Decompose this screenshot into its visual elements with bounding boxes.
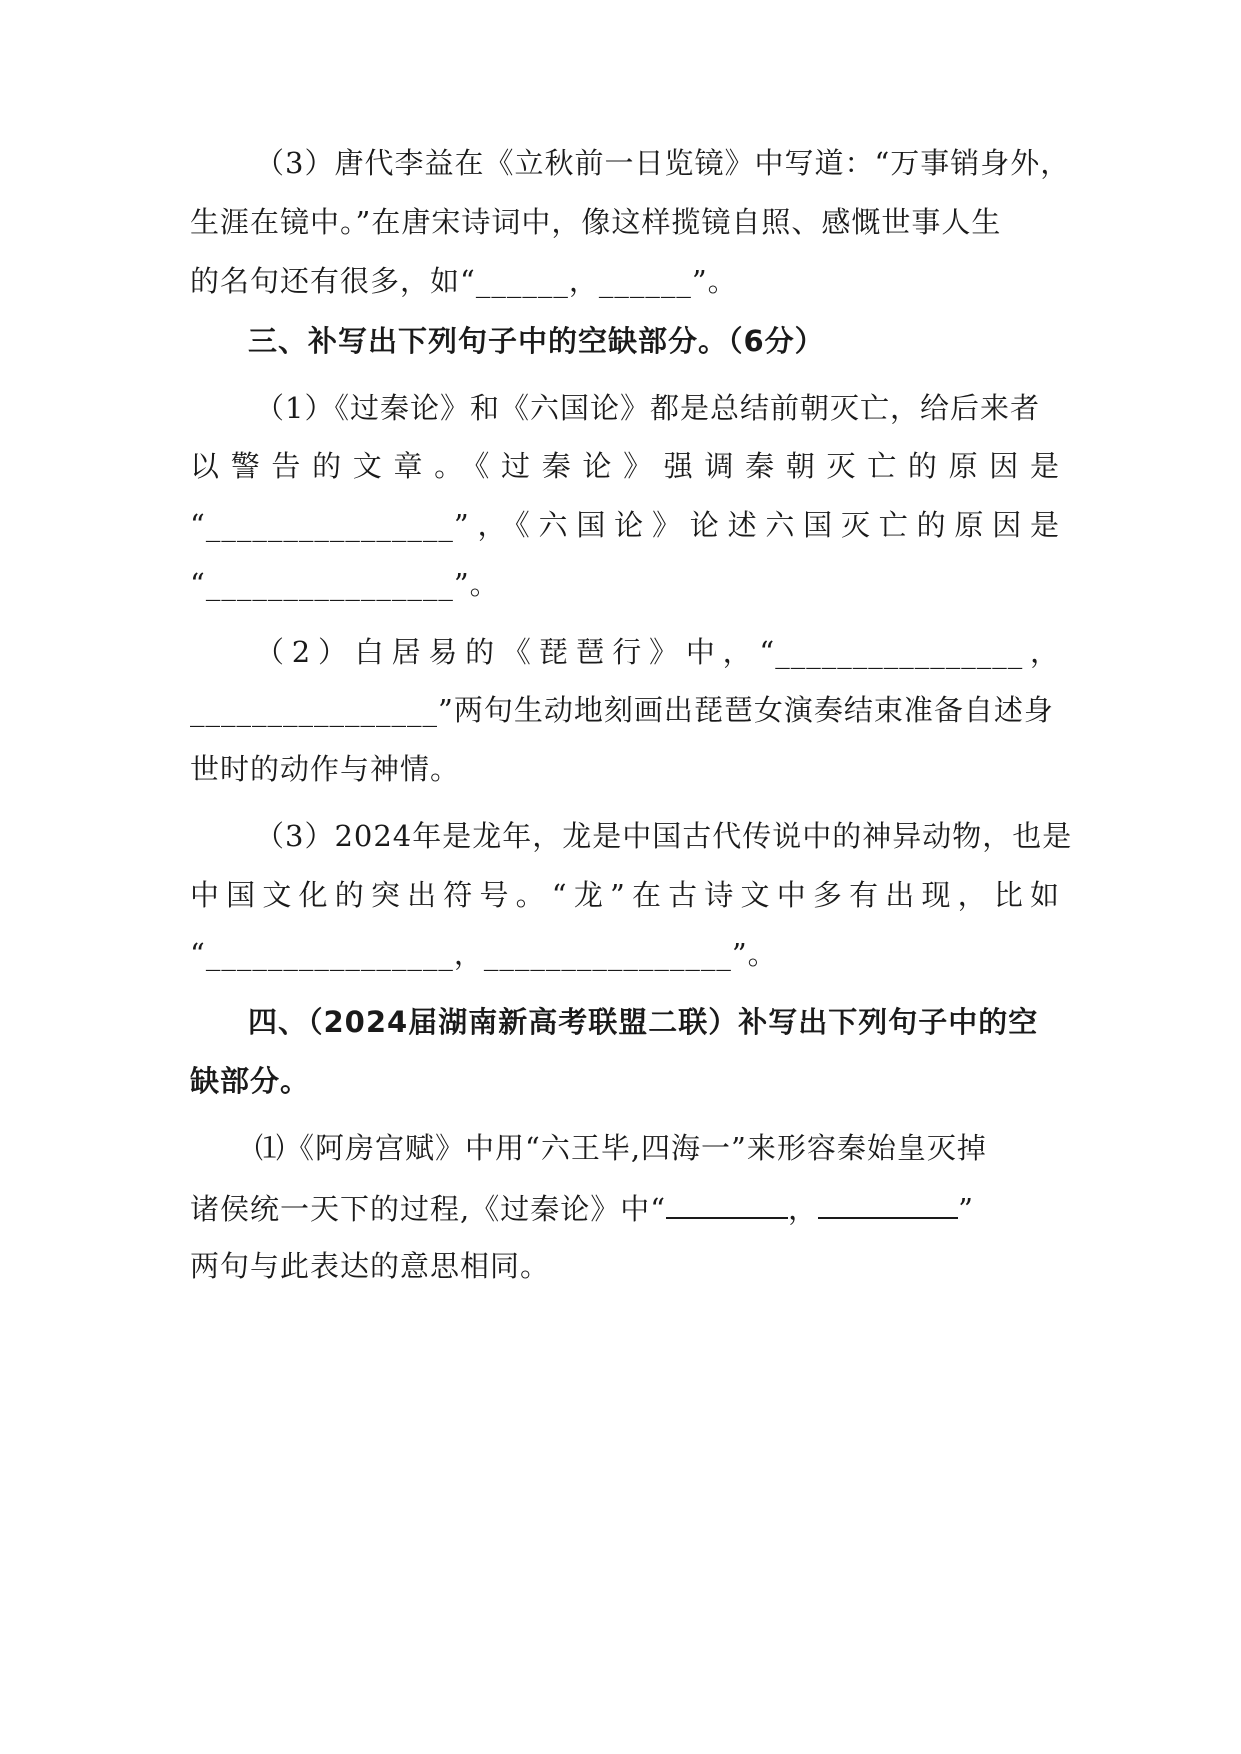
s4-q1-line2-text: 诸侯统一天下的过程,《过秦论》中“ xyxy=(190,1192,667,1226)
s4-q1-line2-separator: ， xyxy=(788,1192,819,1226)
s2-q3-line3: 的名句还有很多，如“______，______”。 xyxy=(190,264,738,298)
s3-q2-line3: 世时的动作与神情。 xyxy=(190,752,461,786)
s2-q3-line1: （3）唐代李益在《立秋前一日览镜》中写道：“万事销身外， xyxy=(255,146,1071,180)
s4-q1-line3: 两句与此表达的意思相同。 xyxy=(190,1249,551,1283)
s2-q3-line2: 生涯在镜中。”在唐宋诗词中，像这样揽镜自照、感慨世事人生 xyxy=(190,205,1002,239)
s3-q1-line2: 以警告的文章。《过秦论》强调秦朝灭亡的原因是 xyxy=(190,449,1060,483)
s4-q1-line1: ⑴《阿房宫赋》中用“六王毕,四海一”来形容秦始皇灭掉 xyxy=(255,1131,987,1165)
s3-q3-line3: “________________，________________”。 xyxy=(190,937,778,971)
s3-q1-line4: “________________”。 xyxy=(190,567,500,601)
s3-q2-line1: （2）白居易的《琵琶行》中，“________________， xyxy=(255,635,1060,669)
s3-q1-line1: （1）《过秦论》和《六国论》都是总结前朝灭亡，给后来者 xyxy=(255,391,1040,425)
section4-heading-line1: 四、（2024届湖南新高考联盟二联）补写出下列句子中的空 xyxy=(248,1005,1039,1039)
answer-blank xyxy=(818,1187,958,1219)
s3-q3-line2: 中国文化的突出符号。“龙”在古诗文中多有出现，比如 xyxy=(190,878,1060,912)
answer-blank xyxy=(666,1187,788,1219)
section3-heading: 三、补写出下列句子中的空缺部分。（6分） xyxy=(248,324,825,358)
s3-q3-line1: （3）2024年是龙年，龙是中国古代传说中的神异动物，也是 xyxy=(255,819,1073,853)
section4-heading-line2: 缺部分。 xyxy=(190,1064,311,1098)
s3-q1-line3: “________________”，《六国论》论述六国灭亡的原因是 xyxy=(190,508,1060,542)
s4-q1-line2-close-quote: ” xyxy=(958,1192,974,1226)
s4-q1-line2 xyxy=(190,1187,1060,1229)
s3-q2-line2: ________________”两句生动地刻画出琵琶女演奏结束准备自述身 xyxy=(190,693,1054,727)
